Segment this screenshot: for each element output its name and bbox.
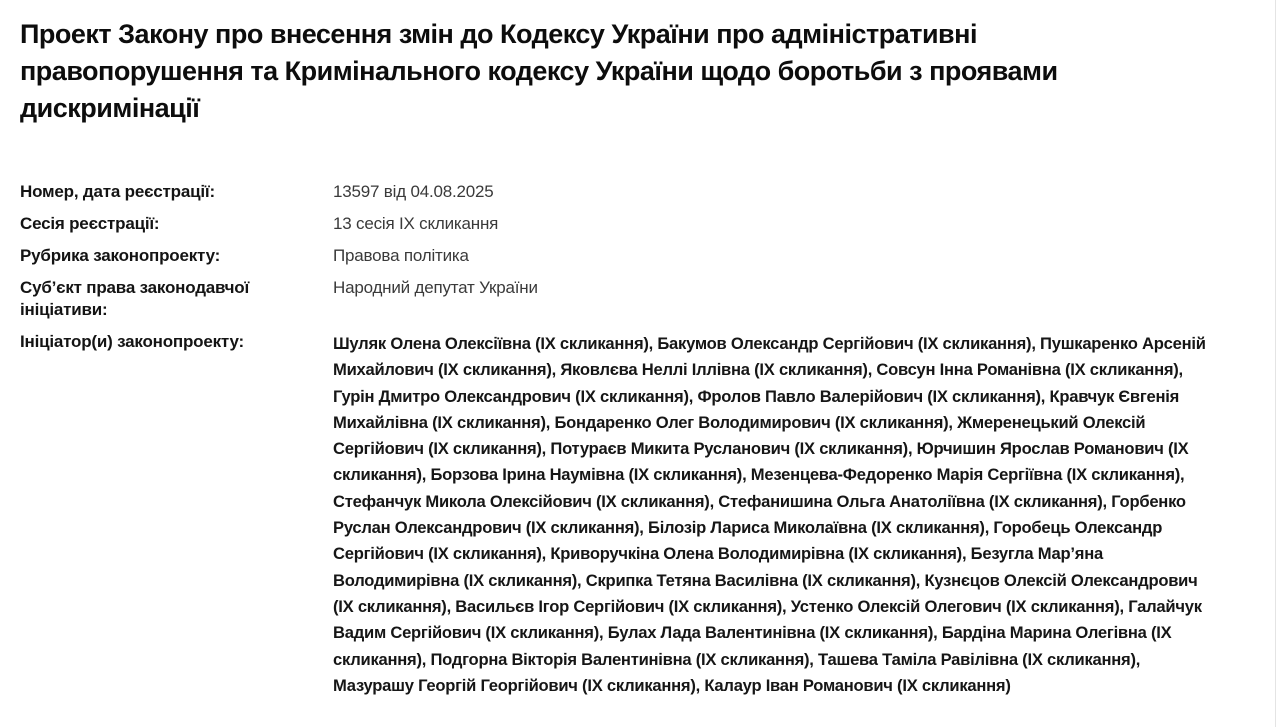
bill-metadata-table (20, 181, 1222, 699)
rubric-label: Рубрика законопроекту: (20, 246, 221, 265)
initiators-label: Ініціатор(и) законопроекту: (20, 332, 244, 351)
registration-number-label: Номер, дата реєстрації: (20, 182, 215, 201)
field-row-rubric (20, 245, 1222, 267)
scrollbar-track[interactable] (1275, 0, 1276, 727)
registration-number-value: 13597 від 04.08.2025 (333, 182, 494, 201)
rubric-value: Правова політика (333, 246, 469, 265)
initiators-list: Шуляк Олена Олексіївна (ІХ скликання), Бакумов Олександр Сергійович (ІХ скликання), Пушкаренко Арсеній Михайлович (ІХ скликання), Яковлєва Неллі Іллівна (ІХ скликання), Совсун Інна Романівна (ІХ скликання), Гурін Дмитро Олександрович (ІХ скликання), Фролов Павло Валерійович (ІХ скликання), Кравчук Євгенія Михайлівна (ІХ скликання), Бондаренко Олег Володимирович (ІХ скликання), Жмеренецький Олексій Сергійович (ІХ скликання), Потураєв Микита Русланович (ІХ скликання), Юрчишин Ярослав Романович (ІХ скликання), Борзова Ірина Наумівна (ІХ скликання), Мезенцева-Федоренко Марія Сергіївна (ІХ скликання), Стефанчук Микола Олексійович (ІХ скликання), Стефанишина Ольга Анатоліївна (ІХ скликання), Горбенко Руслан Олександрович (ІХ скликання), Білозір Лариса Миколаївна (ІХ скликання), Горобець Олександр Сергійович (ІХ скликання), Криворучкіна Олена Володимирівна (ІХ скликання), Безугла Мар’яна Володимирівна (ІХ скликання), Скрипка Тетяна Василівна (ІХ скликання), Кузнєцов Олексій Олександрович (ІХ скликання), Васильєв Ігор Сергійович (ІХ скликання), Устенко Олексій Олегович (ІХ скликання), Галайчук Вадим Сергійович (ІХ скликання), Булах Лада Валентинівна (ІХ скликання), Бардіна Марина Олегівна (ІХ скликання), Подгорна Вікторія Валентинівна (ІХ скликання), Ташева Таміла Равілівна (ІХ скликання), Мазурашу Георгій Георгійович (ІХ скликання), Калаур Іван Романович (ІХ скликання) (333, 334, 1206, 695)
field-row-initiative-subject (20, 277, 1222, 321)
session-label: Сесія реєстрації: (20, 214, 160, 233)
session-value: 13 сесія ІХ скликання (333, 214, 499, 233)
page-title: Проект Закону про внесення змін до Кодексу України про адміністративні правопорушення та Кримінального кодексу України щодо боротьби з проявами дискримінації (20, 19, 1058, 123)
initiative-subject-label: Суб’єкт права законодавчої ініціативи: (20, 278, 250, 319)
initiative-subject-value: Народний депутат України (333, 278, 538, 297)
field-row-initiators (20, 331, 1222, 699)
field-row-session (20, 213, 1222, 235)
field-row-registration (20, 181, 1222, 203)
